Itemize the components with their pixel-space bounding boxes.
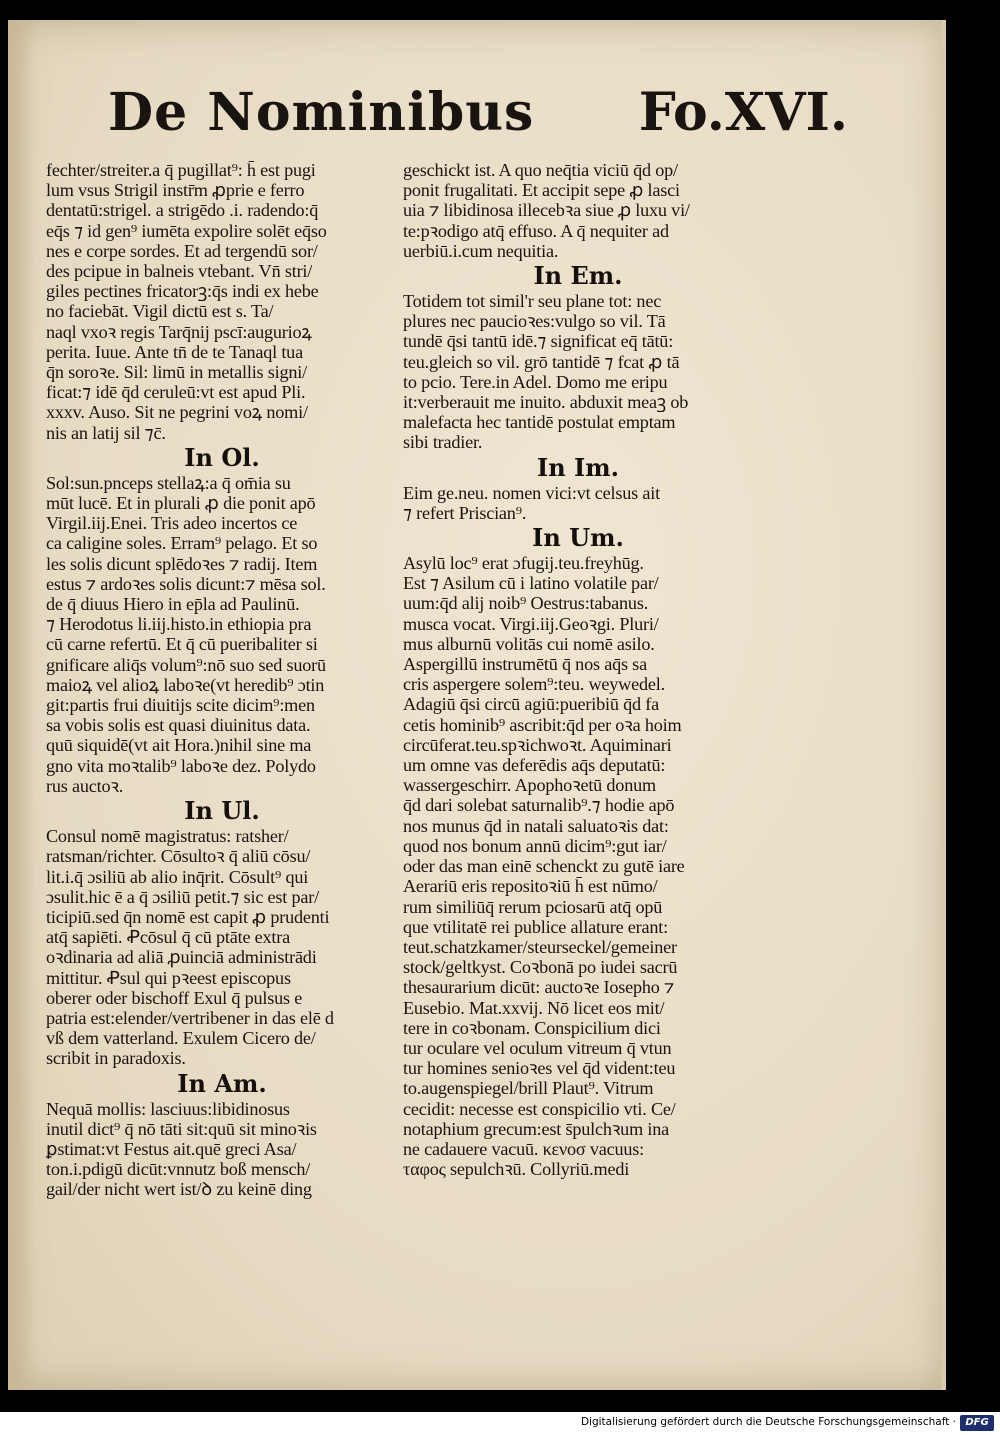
text-line: Nequā mollis: lasciuus:libidinosus: [46, 1098, 290, 1119]
text-line: circūferat.teu.spꝛichwoꝛt. Aquiminari: [403, 734, 672, 755]
text-line: notaphium grecum:est s̄pulchꝛum ina: [403, 1118, 669, 1139]
text-line: ton.i.pdigū dicūt:vnnutz boß mensch/: [46, 1159, 311, 1180]
text-line: quū siquidē(vt ait Hora.)nihil sine ma: [46, 735, 312, 756]
text-line: ταφος sepulchꝛū. Collyriū.medi: [403, 1159, 630, 1180]
text-line: que vtilitatē rei publice allature erant:: [403, 916, 668, 937]
section-heading: In Ul.: [184, 796, 260, 826]
text-line: mittitur. Ꝓsul qui pꝛeest episcopus: [46, 967, 291, 988]
book-page: [8, 20, 946, 1390]
text-line: Eusebio. Mat.xxvij. Nō licet eos mit/: [403, 997, 665, 1018]
text-line: Eim ge.neu. nomen vici:vt celsus ait: [403, 482, 660, 503]
text-line: lit.i.q̄ ɔsiliū ab alio inq̄rit. Cōsult⁹ qui: [46, 866, 309, 887]
section-heading: In Em.: [533, 261, 623, 291]
text-line: maioꝝ vel alioꝝ laboꝛe(vt heredib⁹ ɔtin: [46, 674, 325, 695]
page-edge: [941, 20, 946, 1390]
text-line: rum similiūq̄ rerum pciosarū atq̄ opū: [403, 896, 663, 917]
text-line: de q̄ diuus Hiero in ep̄la ad Paulinū.: [46, 594, 300, 615]
text-line: it:verberauit me inuito. abduxit meaꝫ ob: [403, 392, 689, 413]
section-heading: In Ol.: [184, 442, 260, 472]
text-line: sibi tradier.: [403, 432, 483, 453]
text-line: to pcio. Tere.in Adel. Domo me eripu: [403, 371, 668, 392]
text-line: ficat:⁊ idē q̄d ceruleū:vt est apud Pli.: [46, 382, 306, 403]
text-line: Asylū loc⁹ erat ɔfugij.teu.freyhūg.: [403, 553, 644, 574]
section-heading: In Am.: [177, 1068, 267, 1098]
text-line: uerbiū.i.cum nequitia.: [403, 240, 559, 261]
page-gutter-shadow: [8, 20, 36, 1390]
text-line: inutil dict⁹ q̄ nō tāti sit:quū sit minoꝛis: [46, 1118, 317, 1139]
text-line: oberer oder bischoff Exul q̄ pulsus e: [46, 987, 303, 1008]
text-line: lum vsus Strigil instr̄m ꝓprie e ferro: [46, 180, 305, 201]
text-line: tur oculare vel oculum vitreum q̄ vtun: [403, 1037, 672, 1058]
text-line: ponit frugalitati. Et accipit sepe ꝓ lasci: [403, 180, 680, 201]
text-line: ⁊ Herodotus li.iij.histo.in ethiopia pra: [46, 614, 312, 635]
text-line: Aerariū eris repositoꝛiū h̄ est nūmo/: [403, 876, 658, 897]
text-line: git:partis frui diuitijs scite dicim⁹:men: [46, 695, 315, 716]
text-line: nis an latij sil ⁊c̄.: [46, 422, 166, 443]
text-line: oꝛdinaria ad aliā ꝓuinciā administrādi: [46, 947, 317, 968]
text-line: te:pꝛodigo atq̄ effuso. A q̄ nequiter ad: [403, 220, 669, 241]
section-heading: In Im.: [536, 452, 619, 482]
text-line: geschickt ist. A quo neq̄tia viciū q̄d op/: [403, 160, 678, 180]
footer-bar: [0, 1412, 1000, 1435]
text-line: cū carne refertū. Et q̄ cū pueribaliter si: [46, 634, 318, 655]
text-line: tere in coꝛbonam. Conspicilium dici: [403, 1017, 661, 1038]
text-line: teu.gleich so vil. grō tantidē ⁊ fcat ꝓ tā: [403, 351, 680, 372]
text-line: quod nos bonum annū dicim⁹:gut iar/: [403, 835, 667, 856]
text-line: naql vxoꝛ regis Tarq̄nij pscī:augurioꝝ: [46, 321, 312, 342]
funding-credit: Digitalisierung gefördert durch die Deutsche Forschungsgemeinschaft ·: [580, 1416, 956, 1428]
text-line: vß dem vatterland. Exulem Cicero de/: [46, 1028, 316, 1049]
text-line: Consul nomē magistratus: ratsher/: [46, 826, 289, 847]
text-line: les solis dicunt splēdoꝛes ⁊ radij. Item: [46, 553, 318, 574]
dfg-logo: DFG: [960, 1415, 994, 1431]
text-line: oder das man einē schenckt zu gutē iare: [403, 856, 685, 877]
text-line: mus alburnū volitās cui nomē asilo.: [403, 633, 655, 654]
text-line: ticipiū.sed q̄n nomē est capit ꝓ prudenti: [46, 906, 330, 927]
text-line: fechter/streiter.a q̄ pugillat⁹: h̄ est pugi: [46, 160, 316, 180]
running-title: De Nominibus: [108, 82, 535, 143]
text-line: uum:q̄d alij noib⁹ Oestrus:tabanus.: [403, 593, 649, 614]
text-line: cetis hominib⁹ ascribit:q̄d per oꝛa hoim: [403, 714, 682, 735]
text-line: des pcipue in balneis vtebant. Vn̄ stri/: [46, 261, 313, 282]
text-line: gnificare aliq̄s volum⁹:nō suo sed suorū: [46, 654, 326, 675]
text-line: tundē q̄si tantū idē.⁊ significat eq̄ tātū:: [403, 331, 674, 352]
text-line: Aspergillū instrumētū q̄ nos aq̄s sa: [403, 654, 647, 675]
text-line: stock/geltkyst. Coꝛbonā po iudei sacrū: [403, 957, 678, 978]
text-line: Totidem tot simil'r seu plane tot: nec: [403, 291, 662, 312]
text-line: ratsman/richter. Cōsultoꝛ q̄ aliū cōsu/: [46, 846, 311, 867]
text-line: tur homines senioꝛes vel q̄d vident:teu: [403, 1058, 676, 1079]
text-line: thesaurarium dicūt: auctoꝛe Iosepho ⁊: [403, 977, 675, 998]
text-line: cecidit: necesse est conspicilio vti. Ce/: [403, 1098, 676, 1119]
text-line: ꝑstimat:vt Festus ait.quē greci Asa/: [46, 1138, 297, 1159]
text-line: um omne vas deferēdis aq̄s deputatū:: [403, 755, 666, 776]
text-line: gail/der nicht wert ist/ꝺ zu keinē ding: [46, 1179, 312, 1200]
text-line: sa vobis solis est quasi diuinitus data.: [46, 715, 311, 736]
text-line: giles pectines fricatorꝫ:q̄s indi ex hebe: [46, 281, 319, 302]
text-line: Virgil.iij.Enei. Tris adeo incertos ce: [46, 513, 298, 534]
text-line: gno vita moꝛtalib⁹ laboꝛe dez. Polydo: [46, 755, 316, 776]
left-text-column: [46, 160, 398, 1205]
text-line: ⁊ refert Priscian⁹.: [403, 502, 527, 523]
text-line: patria est:elender/vertribener in das elē d: [46, 1007, 334, 1028]
text-line: wassergeschirr. Apophoꝛetū donum: [403, 775, 656, 796]
text-line: Adagiū q̄si circū agiū:pueribiū q̄d fa: [403, 694, 659, 715]
text-line: ɔsulit.hic ē a q̄ ɔsiliū petit.⁊ sic est par/: [46, 886, 319, 907]
text-line: eq̄s ⁊ id gen⁹ iumēta expolire solēt eq̄so: [46, 220, 327, 241]
text-line: uia ⁊ libidinosa illecebꝛa siue ꝓ luxu vi/: [403, 200, 690, 221]
text-line: mūt lucē. Et in plurali ꝓ die ponit apō: [46, 493, 316, 514]
text-line: ne cadauere vacuū. κενοσ vacuus:: [403, 1138, 645, 1159]
text-line: Sol:sun.pnceps stellaꝝ:a q̄ om̄ia su: [46, 472, 291, 493]
text-line: to.augenspiegel/brill Plaut⁹. Vitrum: [403, 1078, 654, 1099]
folio-number: Fo.XVI.: [638, 82, 848, 143]
text-line: teut.schatzkamer/steurseckel/gemeiner: [403, 936, 677, 957]
text-line: estus ⁊ ardoꝛes solis dicunt:⁊ mēsa sol.: [46, 573, 326, 594]
text-line: ca caligine soles. Erram⁹ pelago. Et so: [46, 533, 318, 554]
text-line: musca vocat. Virgi.iij.Geoꝛgi. Pluri/: [403, 613, 659, 634]
text-line: rus auctoꝛ.: [46, 775, 124, 796]
text-line: scribit in paradoxis.: [46, 1048, 186, 1069]
text-line: q̄d dari solebat saturnalib⁹.⁊ hodie apō: [403, 795, 675, 816]
text-line: cris aspergere solem⁹:teu. weywedel.: [403, 674, 665, 695]
text-line: plures nec paucioꝛes:vulgo so vil. Tā: [403, 311, 666, 332]
running-header: [108, 82, 848, 162]
right-text-column: [403, 160, 753, 1205]
text-line: dentatū:strigel. a strigēdo .i. radendo:q̄: [46, 200, 319, 221]
text-line: q̄n soroꝛe. Sil: limū in metallis signi/: [46, 362, 308, 383]
text-line: malefacta hec tantidē postulat emptam: [403, 412, 676, 433]
text-line: atq̄ sapiēti. Ꝓcōsul q̄ cū ptāte extra: [46, 927, 291, 948]
section-heading: In Um.: [532, 523, 624, 553]
text-line: nes e corpe sordes. Et ad tergendū sor/: [46, 240, 318, 261]
text-line: xxxv. Auso. Sit ne pegrini voꝝ nomi/: [46, 402, 308, 423]
text-line: nos munus q̄d in natali saluatoꝛis dat:: [403, 815, 669, 836]
text-line: perita. Iuue. Ante tn̄ de te Tanaql tua: [46, 341, 303, 362]
text-line: Est ⁊ Asilum cū i latino volatile par/: [403, 573, 659, 594]
text-line: no faciebāt. Vigil dictū est s. Ta/: [46, 301, 274, 322]
